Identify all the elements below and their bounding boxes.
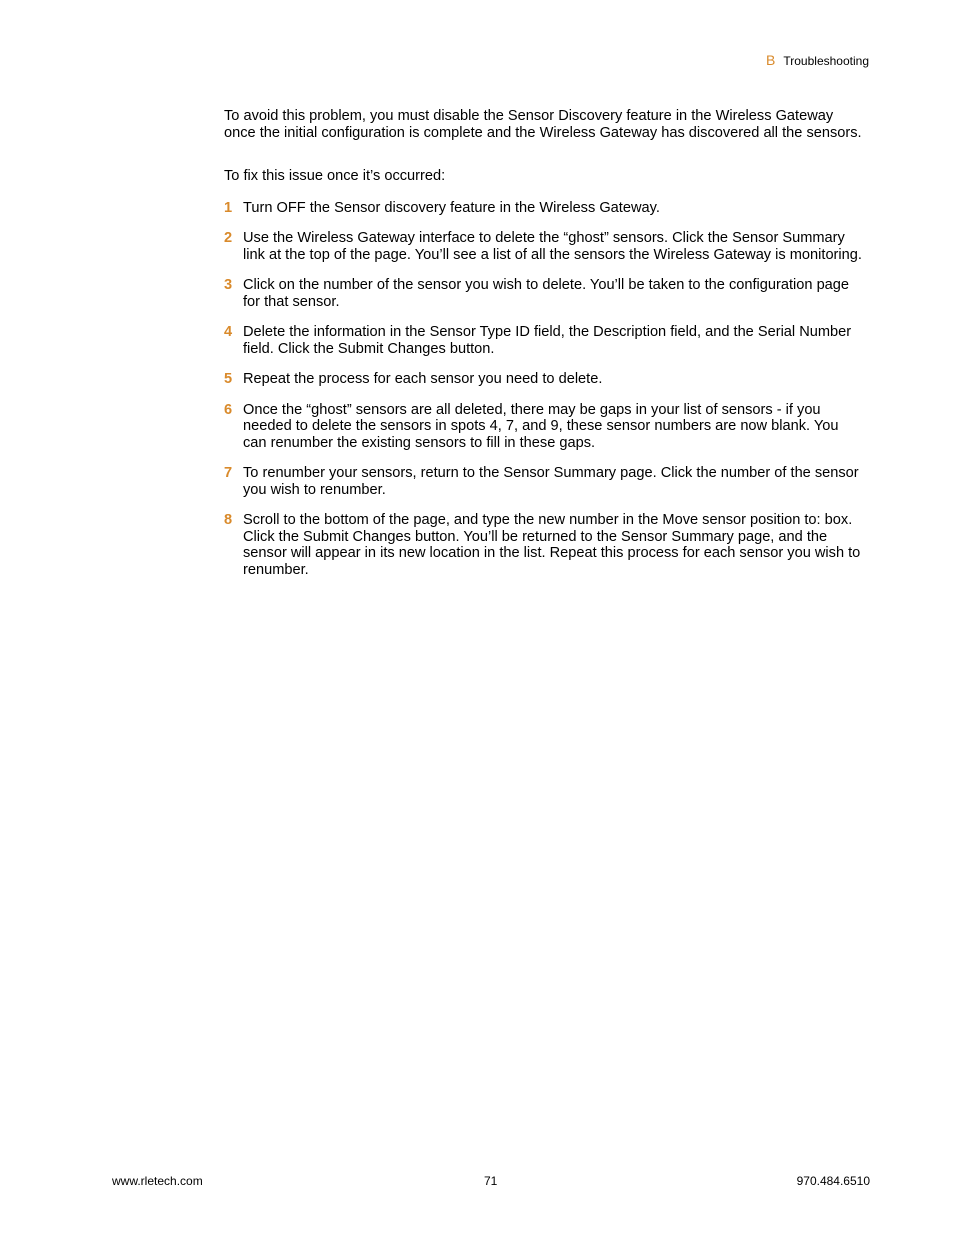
page-number: 71 [484,1174,498,1188]
step-text: To renumber your sensors, return to the Sensor Summary page. Click the number of the sensor you wish to renumber. [243,465,859,498]
step-item [224,371,866,388]
step-item [224,465,866,498]
step-text: Scroll to the bottom of the page, and type the new number in the Move sensor position to: box. Click the Submit Changes button. You’ll be returned to the Sensor Summary page, and the sensor will appear in its new location in the list. Repeat this process for each sensor you wish to renumber. [243,512,861,578]
fix-intro-paragraph: To fix this issue once it’s occurred: [224,168,446,184]
step-text: Delete the information in the Sensor Type ID field, the Description field, and the Serial Number field. Click the Submit Changes button. [243,324,852,357]
step-text: Once the “ghost” sensors are all deleted, there may be gaps in your list of sensors - if you needed to delete the sensors in spots 4, 7, and 9, these sensor numbers are now blank. You can renumber the existing sensors to fill in these gaps. [243,401,839,451]
step-number: 3 [224,277,233,293]
step-item [224,402,866,452]
step-text: Repeat the process for each sensor you need to delete. [243,371,603,387]
step-item [224,324,866,357]
page-body [224,108,866,592]
step-number: 1 [224,199,233,216]
step-text: Turn OFF the Sensor discovery feature in the Wireless Gateway. [243,199,660,216]
step-number: 4 [224,324,233,340]
step-number: 8 [224,512,233,528]
step-text: Use the Wireless Gateway interface to delete the “ghost” sensors. Click the Sensor Summary link at the top of the page. You’ll see a list of all the sensors the Wireless Gateway is monitoring. [243,230,862,263]
footer-phone: 970.484.6510 [796,1174,870,1188]
section-letter: B [766,52,776,68]
step-number: 7 [224,465,233,481]
intro-paragraph: To avoid this problem, you must disable the Sensor Discovery feature in the Wireless Gateway once the initial configuration is complete and the Wireless Gateway has discovered all the sensors. [224,108,862,141]
step-item [224,230,866,263]
step-item [224,512,866,578]
step-item [224,200,866,217]
section-title: Troubleshooting [783,54,869,68]
step-item [224,277,866,310]
step-number: 5 [224,371,233,387]
footer-website: www.rletech.com [112,1174,203,1188]
step-number: 6 [224,401,233,418]
page-header [766,52,869,68]
step-number: 2 [224,230,233,246]
step-text: Click on the number of the sensor you wish to delete. You’ll be taken to the configuration page for that sensor. [243,277,850,310]
